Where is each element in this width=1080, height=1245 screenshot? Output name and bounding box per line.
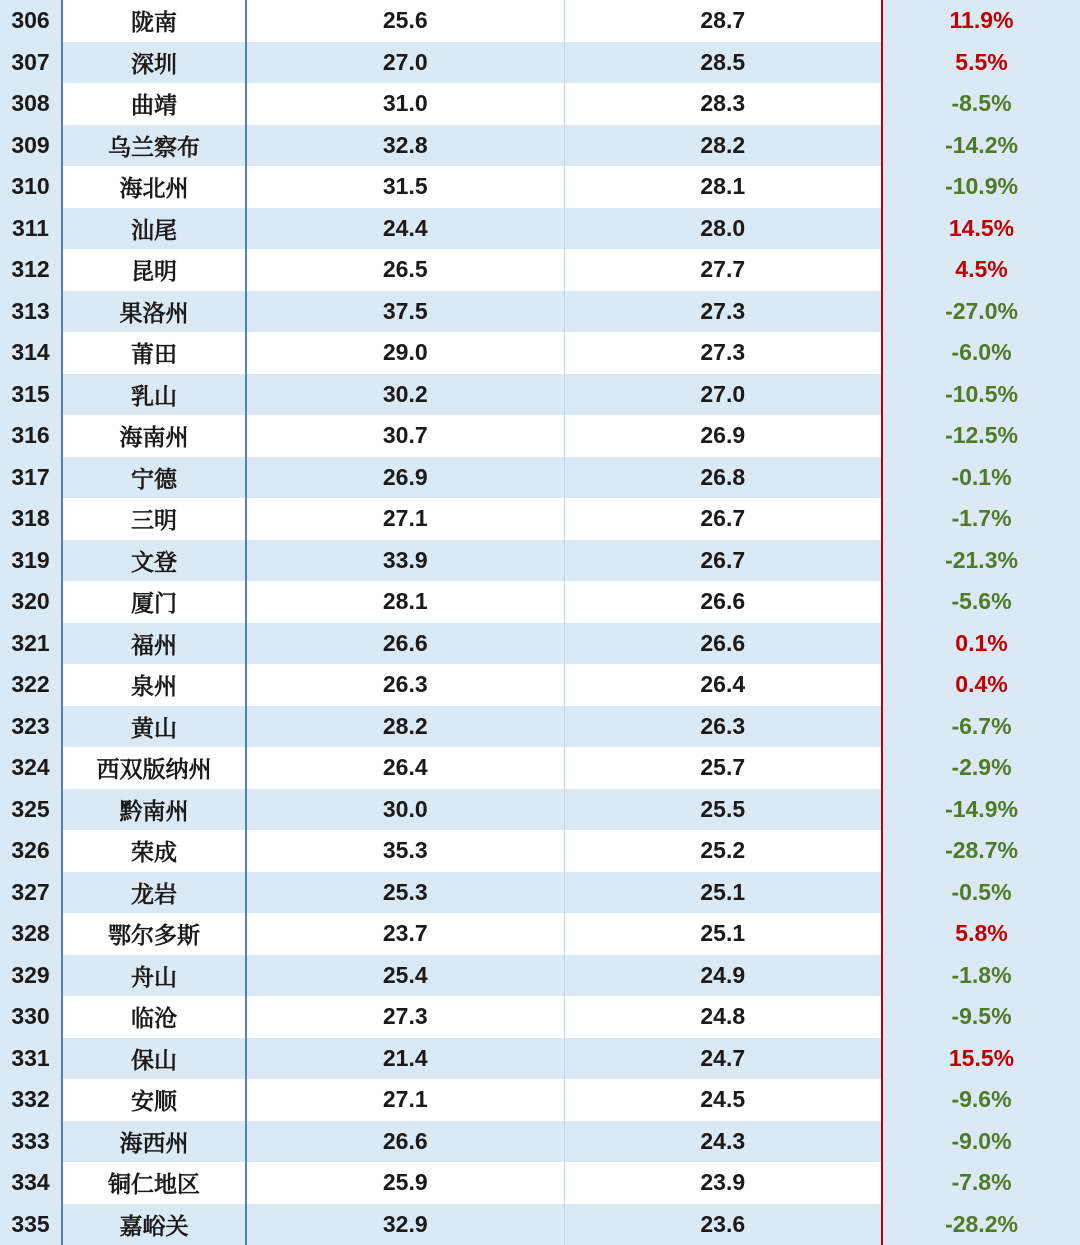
row-city-name: 嘉峪关 xyxy=(62,1204,246,1245)
table-row xyxy=(0,249,1080,291)
row-rank: 316 xyxy=(0,415,62,457)
row-city-name: 海南州 xyxy=(62,415,246,457)
row-city-name: 临沧 xyxy=(62,996,246,1038)
table-row xyxy=(0,664,1080,706)
table-row xyxy=(0,498,1080,540)
row-previous-value: 27.0 xyxy=(246,42,564,84)
row-rank: 306 xyxy=(0,0,62,42)
table-row xyxy=(0,1079,1080,1121)
row-change-percent: -21.3% xyxy=(882,540,1080,582)
row-rank: 328 xyxy=(0,913,62,955)
table-row xyxy=(0,706,1080,748)
row-rank: 334 xyxy=(0,1162,62,1204)
row-current-value: 25.1 xyxy=(564,872,882,914)
row-city-name: 黔南州 xyxy=(62,789,246,831)
table-row xyxy=(0,374,1080,416)
row-current-value: 23.9 xyxy=(564,1162,882,1204)
row-previous-value: 37.5 xyxy=(246,291,564,333)
row-city-name: 海北州 xyxy=(62,166,246,208)
row-rank: 307 xyxy=(0,42,62,84)
table-row xyxy=(0,955,1080,997)
row-city-name: 乳山 xyxy=(62,374,246,416)
row-change-percent: -0.5% xyxy=(882,872,1080,914)
row-city-name: 昆明 xyxy=(62,249,246,291)
row-change-percent: 5.8% xyxy=(882,913,1080,955)
row-rank: 309 xyxy=(0,125,62,167)
row-previous-value: 26.6 xyxy=(246,1121,564,1163)
row-previous-value: 26.3 xyxy=(246,664,564,706)
row-current-value: 27.0 xyxy=(564,374,882,416)
row-previous-value: 28.1 xyxy=(246,581,564,623)
row-previous-value: 25.3 xyxy=(246,872,564,914)
row-city-name: 三明 xyxy=(62,498,246,540)
row-current-value: 25.5 xyxy=(564,789,882,831)
row-current-value: 24.9 xyxy=(564,955,882,997)
row-city-name: 鄂尔多斯 xyxy=(62,913,246,955)
row-city-name: 舟山 xyxy=(62,955,246,997)
row-city-name: 深圳 xyxy=(62,42,246,84)
table-row xyxy=(0,42,1080,84)
row-change-percent: -9.5% xyxy=(882,996,1080,1038)
row-rank: 315 xyxy=(0,374,62,416)
row-current-value: 26.8 xyxy=(564,457,882,499)
row-city-name: 荣成 xyxy=(62,830,246,872)
row-change-percent: -28.2% xyxy=(882,1204,1080,1245)
row-previous-value: 27.1 xyxy=(246,1079,564,1121)
table-row xyxy=(0,789,1080,831)
row-current-value: 26.4 xyxy=(564,664,882,706)
row-rank: 324 xyxy=(0,747,62,789)
row-previous-value: 25.4 xyxy=(246,955,564,997)
row-previous-value: 23.7 xyxy=(246,913,564,955)
row-current-value: 23.6 xyxy=(564,1204,882,1245)
row-previous-value: 21.4 xyxy=(246,1038,564,1080)
row-change-percent: -27.0% xyxy=(882,291,1080,333)
row-rank: 314 xyxy=(0,332,62,374)
row-rank: 313 xyxy=(0,291,62,333)
table-row xyxy=(0,1162,1080,1204)
row-previous-value: 26.4 xyxy=(246,747,564,789)
row-current-value: 27.3 xyxy=(564,332,882,374)
row-current-value: 25.1 xyxy=(564,913,882,955)
row-current-value: 27.7 xyxy=(564,249,882,291)
row-rank: 312 xyxy=(0,249,62,291)
row-change-percent: 5.5% xyxy=(882,42,1080,84)
table-row xyxy=(0,166,1080,208)
row-previous-value: 24.4 xyxy=(246,208,564,250)
table-row xyxy=(0,623,1080,665)
table-row xyxy=(0,996,1080,1038)
row-city-name: 安顺 xyxy=(62,1079,246,1121)
row-previous-value: 35.3 xyxy=(246,830,564,872)
row-city-name: 厦门 xyxy=(62,581,246,623)
row-current-value: 28.5 xyxy=(564,42,882,84)
table-row xyxy=(0,208,1080,250)
row-current-value: 24.8 xyxy=(564,996,882,1038)
row-change-percent: -7.8% xyxy=(882,1162,1080,1204)
row-change-percent: -14.9% xyxy=(882,789,1080,831)
row-rank: 319 xyxy=(0,540,62,582)
row-rank: 317 xyxy=(0,457,62,499)
row-previous-value: 30.0 xyxy=(246,789,564,831)
row-city-name: 西双版纳州 xyxy=(62,747,246,789)
row-current-value: 28.1 xyxy=(564,166,882,208)
row-change-percent: -5.6% xyxy=(882,581,1080,623)
row-current-value: 26.9 xyxy=(564,415,882,457)
row-change-percent: 11.9% xyxy=(882,0,1080,42)
row-previous-value: 32.8 xyxy=(246,125,564,167)
row-rank: 331 xyxy=(0,1038,62,1080)
row-change-percent: -9.0% xyxy=(882,1121,1080,1163)
row-current-value: 26.7 xyxy=(564,540,882,582)
row-change-percent: 4.5% xyxy=(882,249,1080,291)
row-rank: 335 xyxy=(0,1204,62,1245)
table-row xyxy=(0,540,1080,582)
row-previous-value: 26.6 xyxy=(246,623,564,665)
row-current-value: 26.3 xyxy=(564,706,882,748)
row-city-name: 海西州 xyxy=(62,1121,246,1163)
row-previous-value: 29.0 xyxy=(246,332,564,374)
row-city-name: 汕尾 xyxy=(62,208,246,250)
row-current-value: 28.3 xyxy=(564,83,882,125)
row-rank: 318 xyxy=(0,498,62,540)
row-previous-value: 31.5 xyxy=(246,166,564,208)
row-change-percent: 0.4% xyxy=(882,664,1080,706)
table-row xyxy=(0,1204,1080,1245)
row-rank: 332 xyxy=(0,1079,62,1121)
row-city-name: 陇南 xyxy=(62,0,246,42)
row-rank: 322 xyxy=(0,664,62,706)
row-rank: 326 xyxy=(0,830,62,872)
table-row xyxy=(0,581,1080,623)
row-city-name: 文登 xyxy=(62,540,246,582)
row-rank: 325 xyxy=(0,789,62,831)
row-city-name: 曲靖 xyxy=(62,83,246,125)
row-previous-value: 25.6 xyxy=(246,0,564,42)
row-change-percent: -8.5% xyxy=(882,83,1080,125)
row-city-name: 铜仁地区 xyxy=(62,1162,246,1204)
row-change-percent: -12.5% xyxy=(882,415,1080,457)
row-rank: 311 xyxy=(0,208,62,250)
row-change-percent: -10.9% xyxy=(882,166,1080,208)
row-city-name: 果洛州 xyxy=(62,291,246,333)
row-previous-value: 32.9 xyxy=(246,1204,564,1245)
table-row xyxy=(0,125,1080,167)
row-city-name: 保山 xyxy=(62,1038,246,1080)
row-rank: 330 xyxy=(0,996,62,1038)
row-rank: 333 xyxy=(0,1121,62,1163)
row-current-value: 26.7 xyxy=(564,498,882,540)
row-previous-value: 26.9 xyxy=(246,457,564,499)
row-change-percent: -6.7% xyxy=(882,706,1080,748)
row-rank: 321 xyxy=(0,623,62,665)
row-city-name: 宁德 xyxy=(62,457,246,499)
table-row xyxy=(0,415,1080,457)
row-current-value: 24.3 xyxy=(564,1121,882,1163)
row-change-percent: -28.7% xyxy=(882,830,1080,872)
row-current-value: 26.6 xyxy=(564,623,882,665)
row-change-percent: 0.1% xyxy=(882,623,1080,665)
row-city-name: 乌兰察布 xyxy=(62,125,246,167)
row-previous-value: 30.2 xyxy=(246,374,564,416)
row-previous-value: 27.3 xyxy=(246,996,564,1038)
row-current-value: 26.6 xyxy=(564,581,882,623)
table-row xyxy=(0,291,1080,333)
row-rank: 327 xyxy=(0,872,62,914)
table-row xyxy=(0,747,1080,789)
row-change-percent: -1.8% xyxy=(882,955,1080,997)
row-previous-value: 27.1 xyxy=(246,498,564,540)
table-row xyxy=(0,83,1080,125)
row-rank: 323 xyxy=(0,706,62,748)
row-current-value: 28.7 xyxy=(564,0,882,42)
row-current-value: 24.5 xyxy=(564,1079,882,1121)
row-previous-value: 26.5 xyxy=(246,249,564,291)
row-change-percent: -10.5% xyxy=(882,374,1080,416)
row-city-name: 黄山 xyxy=(62,706,246,748)
table-row xyxy=(0,332,1080,374)
row-change-percent: -14.2% xyxy=(882,125,1080,167)
row-city-name: 福州 xyxy=(62,623,246,665)
row-rank: 308 xyxy=(0,83,62,125)
row-current-value: 27.3 xyxy=(564,291,882,333)
row-previous-value: 28.2 xyxy=(246,706,564,748)
row-change-percent: 15.5% xyxy=(882,1038,1080,1080)
row-city-name: 龙岩 xyxy=(62,872,246,914)
table-row xyxy=(0,830,1080,872)
table-row xyxy=(0,1038,1080,1080)
row-city-name: 泉州 xyxy=(62,664,246,706)
table-row xyxy=(0,913,1080,955)
row-rank: 329 xyxy=(0,955,62,997)
row-city-name: 莆田 xyxy=(62,332,246,374)
row-previous-value: 33.9 xyxy=(246,540,564,582)
row-change-percent: -0.1% xyxy=(882,457,1080,499)
row-current-value: 25.7 xyxy=(564,747,882,789)
row-change-percent: -6.0% xyxy=(882,332,1080,374)
row-rank: 310 xyxy=(0,166,62,208)
row-previous-value: 31.0 xyxy=(246,83,564,125)
row-current-value: 25.2 xyxy=(564,830,882,872)
table-row xyxy=(0,1121,1080,1163)
row-change-percent: 14.5% xyxy=(882,208,1080,250)
row-previous-value: 25.9 xyxy=(246,1162,564,1204)
row-current-value: 24.7 xyxy=(564,1038,882,1080)
table-row xyxy=(0,0,1080,42)
row-current-value: 28.2 xyxy=(564,125,882,167)
table-row xyxy=(0,872,1080,914)
row-current-value: 28.0 xyxy=(564,208,882,250)
row-change-percent: -9.6% xyxy=(882,1079,1080,1121)
row-rank: 320 xyxy=(0,581,62,623)
row-change-percent: -1.7% xyxy=(882,498,1080,540)
row-change-percent: -2.9% xyxy=(882,747,1080,789)
table-row xyxy=(0,457,1080,499)
row-previous-value: 30.7 xyxy=(246,415,564,457)
